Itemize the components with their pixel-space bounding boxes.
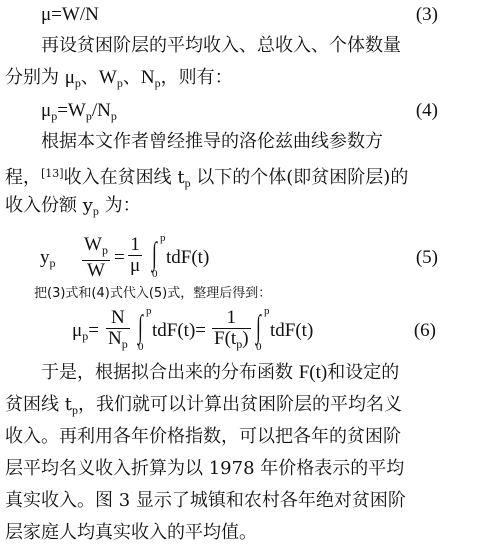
- para3-line6: 层家庭人均真实收入的平均值。: [5, 522, 257, 543]
- integrand: tdF(t): [166, 247, 210, 268]
- y-symbol: y: [40, 247, 50, 268]
- equation-4-number: (4): [415, 100, 438, 121]
- equals-W: =W: [57, 100, 86, 121]
- subscript-p: p: [82, 329, 89, 343]
- slash-N: /N: [91, 100, 111, 121]
- equation-3: μ=W/N: [41, 4, 99, 25]
- frac-denominator: μ: [130, 255, 141, 276]
- para2-line2: [5, 163, 408, 194]
- integral-sign: ∫: [256, 308, 261, 344]
- para3-line1: [41, 362, 399, 384]
- para2-line1: 根据本文作者曾经推导的洛伦兹曲线参数方: [41, 131, 383, 152]
- W-symbol: W: [98, 67, 117, 88]
- separator: 、: [80, 67, 99, 88]
- para3-text: 和设定的: [327, 362, 400, 383]
- frac-denominator: [106, 329, 130, 354]
- eq5-y: [40, 247, 56, 274]
- eq6-lhs: [72, 320, 99, 347]
- para3-text: ，我们就可以计算出贫困阶层的平均名义: [77, 394, 402, 415]
- integral-upper-limit: p: [146, 305, 152, 317]
- equation-5-number: (5): [415, 247, 438, 268]
- subscript-p: p: [184, 176, 191, 190]
- fraction-N-over-Np: [106, 308, 130, 354]
- fraction-1-over-mu: [128, 235, 142, 276]
- frac-numerator: [82, 235, 110, 261]
- subscript-p: p: [116, 76, 123, 90]
- para1-line1: 再设贫困阶层的平均收入、总收入、个体数量: [41, 35, 401, 56]
- integrand: tdF(t): [270, 320, 314, 341]
- subscript-p: p: [51, 109, 58, 123]
- subscript-p: p: [101, 243, 108, 257]
- mu-symbol: μ: [64, 67, 75, 88]
- para1-text: 分别为: [5, 67, 65, 88]
- integral-sign: ∫: [138, 308, 143, 344]
- para1-line2: [5, 67, 233, 94]
- para2-text: 为：: [98, 195, 141, 216]
- equation-4: [41, 100, 117, 127]
- subscript-p: p: [85, 109, 92, 123]
- subscript-p: p: [154, 76, 161, 90]
- para2-line3: [5, 195, 141, 222]
- para3-line3: 收入。再利用各年价格指数，可以把各年的贫困阶: [5, 426, 401, 447]
- para1-text-end: ，则有：: [160, 67, 233, 88]
- mu-symbol: μ: [72, 320, 83, 341]
- para2-text: 以下的个体(即贫困阶层)的: [190, 167, 409, 188]
- subscript-p: p: [110, 109, 117, 123]
- para3-line5: 真实收入。图 3 显示了城镇和农村各年绝对贫困阶: [5, 490, 406, 511]
- integral-upper-limit: p: [264, 305, 270, 317]
- equals-sign: =: [114, 247, 125, 268]
- reference-13: [13]: [41, 167, 64, 180]
- subscript-p: p: [74, 76, 81, 90]
- subscript-p: p: [71, 403, 78, 417]
- integral-upper-limit: p: [160, 232, 166, 244]
- integral-lower-limit: 0: [256, 341, 262, 353]
- subscript-p: p: [236, 337, 243, 351]
- para3-line2: [5, 394, 402, 421]
- para2-text: 程，: [5, 167, 41, 188]
- fraction-1-over-F: [212, 308, 251, 354]
- frac-numerator: 1: [128, 235, 142, 256]
- integral-sign: ∫: [152, 235, 157, 271]
- integral-lower-limit: 0: [152, 268, 158, 280]
- integral-lower-limit: 0: [138, 341, 144, 353]
- integrand: tdF(t)=: [152, 320, 206, 341]
- frac-denominator: [212, 329, 251, 354]
- N-symbol: N: [140, 67, 155, 88]
- para2-text: 收入在贫困线 t: [63, 167, 185, 188]
- subscript-p: p: [121, 337, 128, 351]
- frac-numerator: 1: [212, 308, 251, 329]
- equation-3-number: (3): [415, 4, 438, 25]
- para3-line4: 层平均名义收入折算为以 1978 年价格表示的平均: [5, 458, 405, 479]
- N-symbol: N: [108, 328, 122, 349]
- subscript-p: p: [92, 204, 99, 218]
- close-paren: ): [242, 328, 249, 349]
- W-symbol: W: [84, 234, 102, 255]
- para3-text: 贫困线 t: [5, 394, 72, 415]
- F-function: F(t): [298, 362, 328, 383]
- para2-text: 收入份额 y: [5, 195, 93, 216]
- mu-symbol: μ: [41, 100, 52, 121]
- F-symbol: F(t: [214, 328, 237, 349]
- para3-text: 于是，根据拟合出来的分布函数: [41, 362, 299, 383]
- fraction-Wp-over-W: [82, 235, 110, 281]
- equation-6-number: (6): [413, 320, 436, 341]
- equals-sign: =: [88, 320, 99, 341]
- frac-denominator: W: [87, 260, 105, 281]
- frac-numerator: N: [106, 308, 130, 329]
- separator: 、: [122, 67, 141, 88]
- substitution-note: 把(3)式和(4)式代入(5)式，整理后得到：: [34, 286, 272, 301]
- subscript-p: p: [49, 256, 56, 270]
